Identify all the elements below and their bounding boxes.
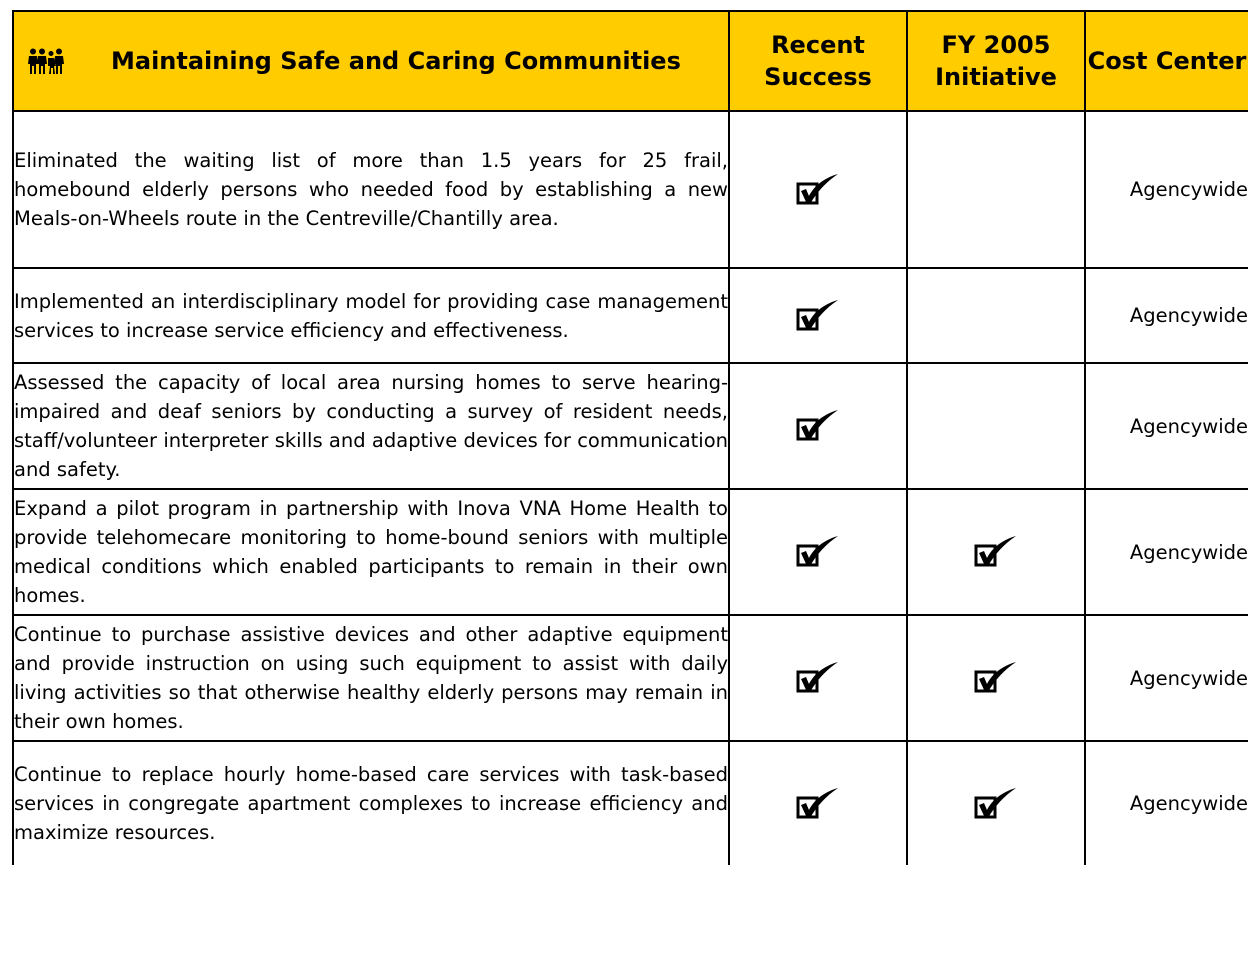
- checked-box-icon: [796, 535, 840, 569]
- table-row: [13, 268, 1248, 363]
- fy2005-initiative-header: FY 2005 Initiative: [907, 11, 1085, 111]
- initiative-cell: [907, 615, 1085, 741]
- checked-box-icon: [974, 661, 1018, 695]
- cost-center-cell: Agencywide: [1085, 268, 1248, 363]
- table-title: Maintaining Safe and Caring Communities: [111, 47, 681, 75]
- recent-success-cell: [729, 489, 907, 615]
- checked-box-icon: [974, 787, 1018, 821]
- recent-success-cell: [729, 363, 907, 489]
- checked-box-icon: [974, 535, 1018, 569]
- row-description: Assessed the capacity of local area nursing homes to serve hearing-impaired and deaf seniors by conducting a survey of resident needs, staff/volunteer interpreter skills and adaptive devices for communication and safety.: [13, 363, 729, 489]
- row-description: Eliminated the waiting list of more than 1.5 years for 25 frail, homebound elderly persons who needed food by establishing a new Meals-on-Wheels route in the Centreville/Chantilly area.: [13, 111, 729, 268]
- table-body: [13, 111, 1248, 865]
- initiative-cell: [907, 363, 1085, 489]
- cost-center-cell: Agencywide: [1085, 489, 1248, 615]
- table-title-cell: [13, 11, 729, 111]
- checked-box-icon: [796, 173, 840, 207]
- cost-center-cell: Agencywide: [1085, 111, 1248, 268]
- initiatives-table: [12, 10, 1248, 865]
- cost-center-cell: Agencywide: [1085, 741, 1248, 865]
- table-row: [13, 615, 1248, 741]
- cost-center-cell: Agencywide: [1085, 363, 1248, 489]
- cost-center-header: Cost Center: [1085, 11, 1248, 111]
- initiative-cell: [907, 489, 1085, 615]
- table-header-row: [13, 11, 1248, 111]
- recent-success-cell: [729, 741, 907, 865]
- row-description: Expand a pilot program in partnership with Inova VNA Home Health to provide telehomecare monitoring to home-bound seniors with multiple medical conditions which enabled participants to remain in their own homes.: [13, 489, 729, 615]
- row-description: Continue to purchase assistive devices and other adaptive equipment and provide instruction on using such equipment to assist with daily living activities so that otherwise healthy elderly persons may remain in their own homes.: [13, 615, 729, 741]
- table-row: [13, 741, 1248, 865]
- initiative-cell: [907, 741, 1085, 865]
- checked-box-icon: [796, 661, 840, 695]
- table-row: [13, 489, 1248, 615]
- table-row: [13, 111, 1248, 268]
- recent-success-cell: [729, 111, 907, 268]
- recent-success-cell: [729, 615, 907, 741]
- recent-success-cell: [729, 268, 907, 363]
- checked-box-icon: [796, 787, 840, 821]
- recent-success-header: Recent Success: [729, 11, 907, 111]
- initiative-cell: [907, 268, 1085, 363]
- checked-box-icon: [796, 409, 840, 443]
- table-row: [13, 363, 1248, 489]
- row-description: Implemented an interdisciplinary model for providing case management services to increase service efficiency and effectiveness.: [13, 268, 729, 363]
- row-description: Continue to replace hourly home-based care services with task-based services in congregate apartment complexes to increase efficiency and maximize resources.: [13, 741, 729, 865]
- cost-center-cell: Agencywide: [1085, 615, 1248, 741]
- people-icon: [28, 48, 64, 74]
- checked-box-icon: [796, 299, 840, 333]
- initiative-cell: [907, 111, 1085, 268]
